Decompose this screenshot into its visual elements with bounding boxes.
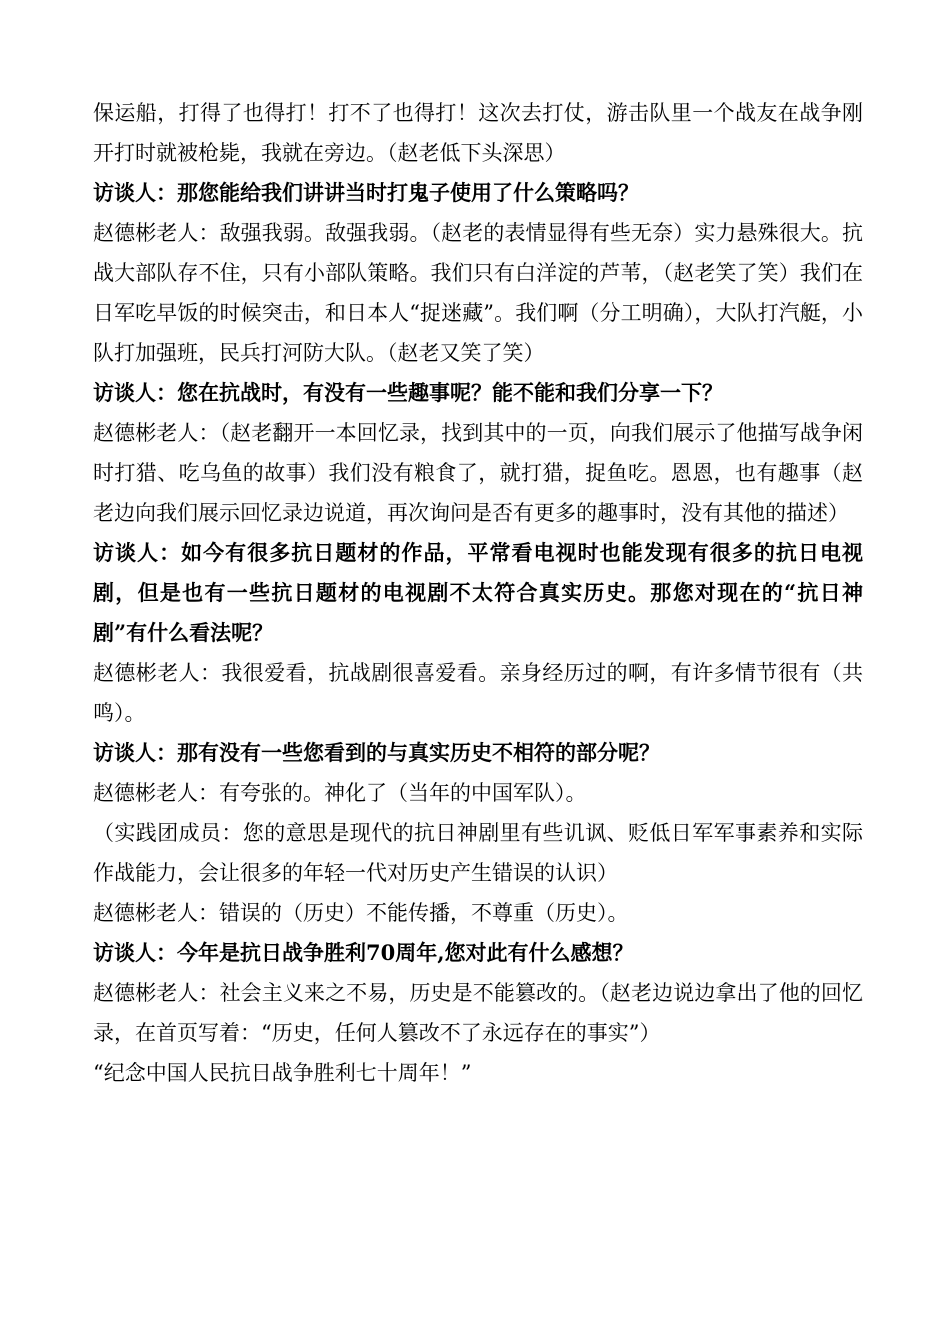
- answer-paragraph: 赵德彬老人：错误的（历史）不能传播，不尊重（历史）。: [93, 901, 629, 925]
- answer-paragraph: 赵德彬老人：社会主义来之不易，历史是不能篡改的。（赵老边说边拿出了他的回忆录，在首页写着：“历史，任何人篡改不了永远存在的事实”）: [93, 981, 863, 1045]
- answer-paragraph: 赵德彬老人：我很爱看，抗战剧很喜爱看。亲身经历过的啊，有许多情节很有（共鸣）。: [93, 661, 863, 725]
- answer-paragraph: 保运船，打得了也得打！打不了也得打！这次去打仗，游击队里一个战友在战争刚开打时就被枪毙，我就在旁边。（赵老低下头深思）: [93, 101, 863, 165]
- question-paragraph: 访谈人：那有没有一些您看到的与真实历史不相符的部分呢？: [93, 740, 660, 765]
- document-page: [93, 93, 863, 1093]
- answer-paragraph: 赵德彬老人：敌强我弱。敌强我弱。（赵老的表情显得有些无奈）实力悬殊很大。抗战大部队存不住，只有小部队策略。我们只有白洋淀的芦苇，（赵老笑了笑）我们在日军吃早饭的时候突击，和日本人“捉迷藏”。我们啊（分工明确），大队打汽艇，小队打加强班，民兵打河防大队。（赵老又笑了笑）: [93, 221, 863, 365]
- answer-paragraph: 赵德彬老人：有夸张的。神化了（当年的中国军队）。: [93, 781, 587, 805]
- question-paragraph: 访谈人：今年是抗日战争胜利70周年,您对此有什么感想？: [93, 940, 634, 965]
- member-remark-paragraph: （实践团成员：您的意思是现代的抗日神剧里有些讥讽、贬低日军军事素养和实际作战能力，会让很多的年轻一代对历史产生错误的认识）: [93, 821, 863, 885]
- question-paragraph: 访谈人：那您能给我们讲讲当时打鬼子使用了什么策略吗？: [93, 180, 639, 205]
- answer-paragraph: 赵德彬老人：（赵老翻开一本回忆录，找到其中的一页，向我们展示了他描写战争闲时打猎、吃乌鱼的故事）我们没有粮食了，就打猎，捉鱼吃。恩恩，也有趣事（赵老边向我们展示回忆录边说道，再次询问是否有更多的趣事时，没有其他的描述）: [93, 421, 863, 525]
- question-paragraph: 访谈人：您在抗战时，有没有一些趣事呢？能不能和我们分享一下？: [93, 380, 723, 405]
- question-paragraph: 访谈人：如今有很多抗日题材的作品，平常看电视时也能发现有很多的抗日电视剧，但是也有一些抗日题材的电视剧不太符合真实历史。那您对现在的“抗日神剧”有什么看法呢？: [93, 540, 863, 645]
- closing-quote-paragraph: “纪念中国人民抗日战争胜利七十周年！”: [93, 1061, 472, 1085]
